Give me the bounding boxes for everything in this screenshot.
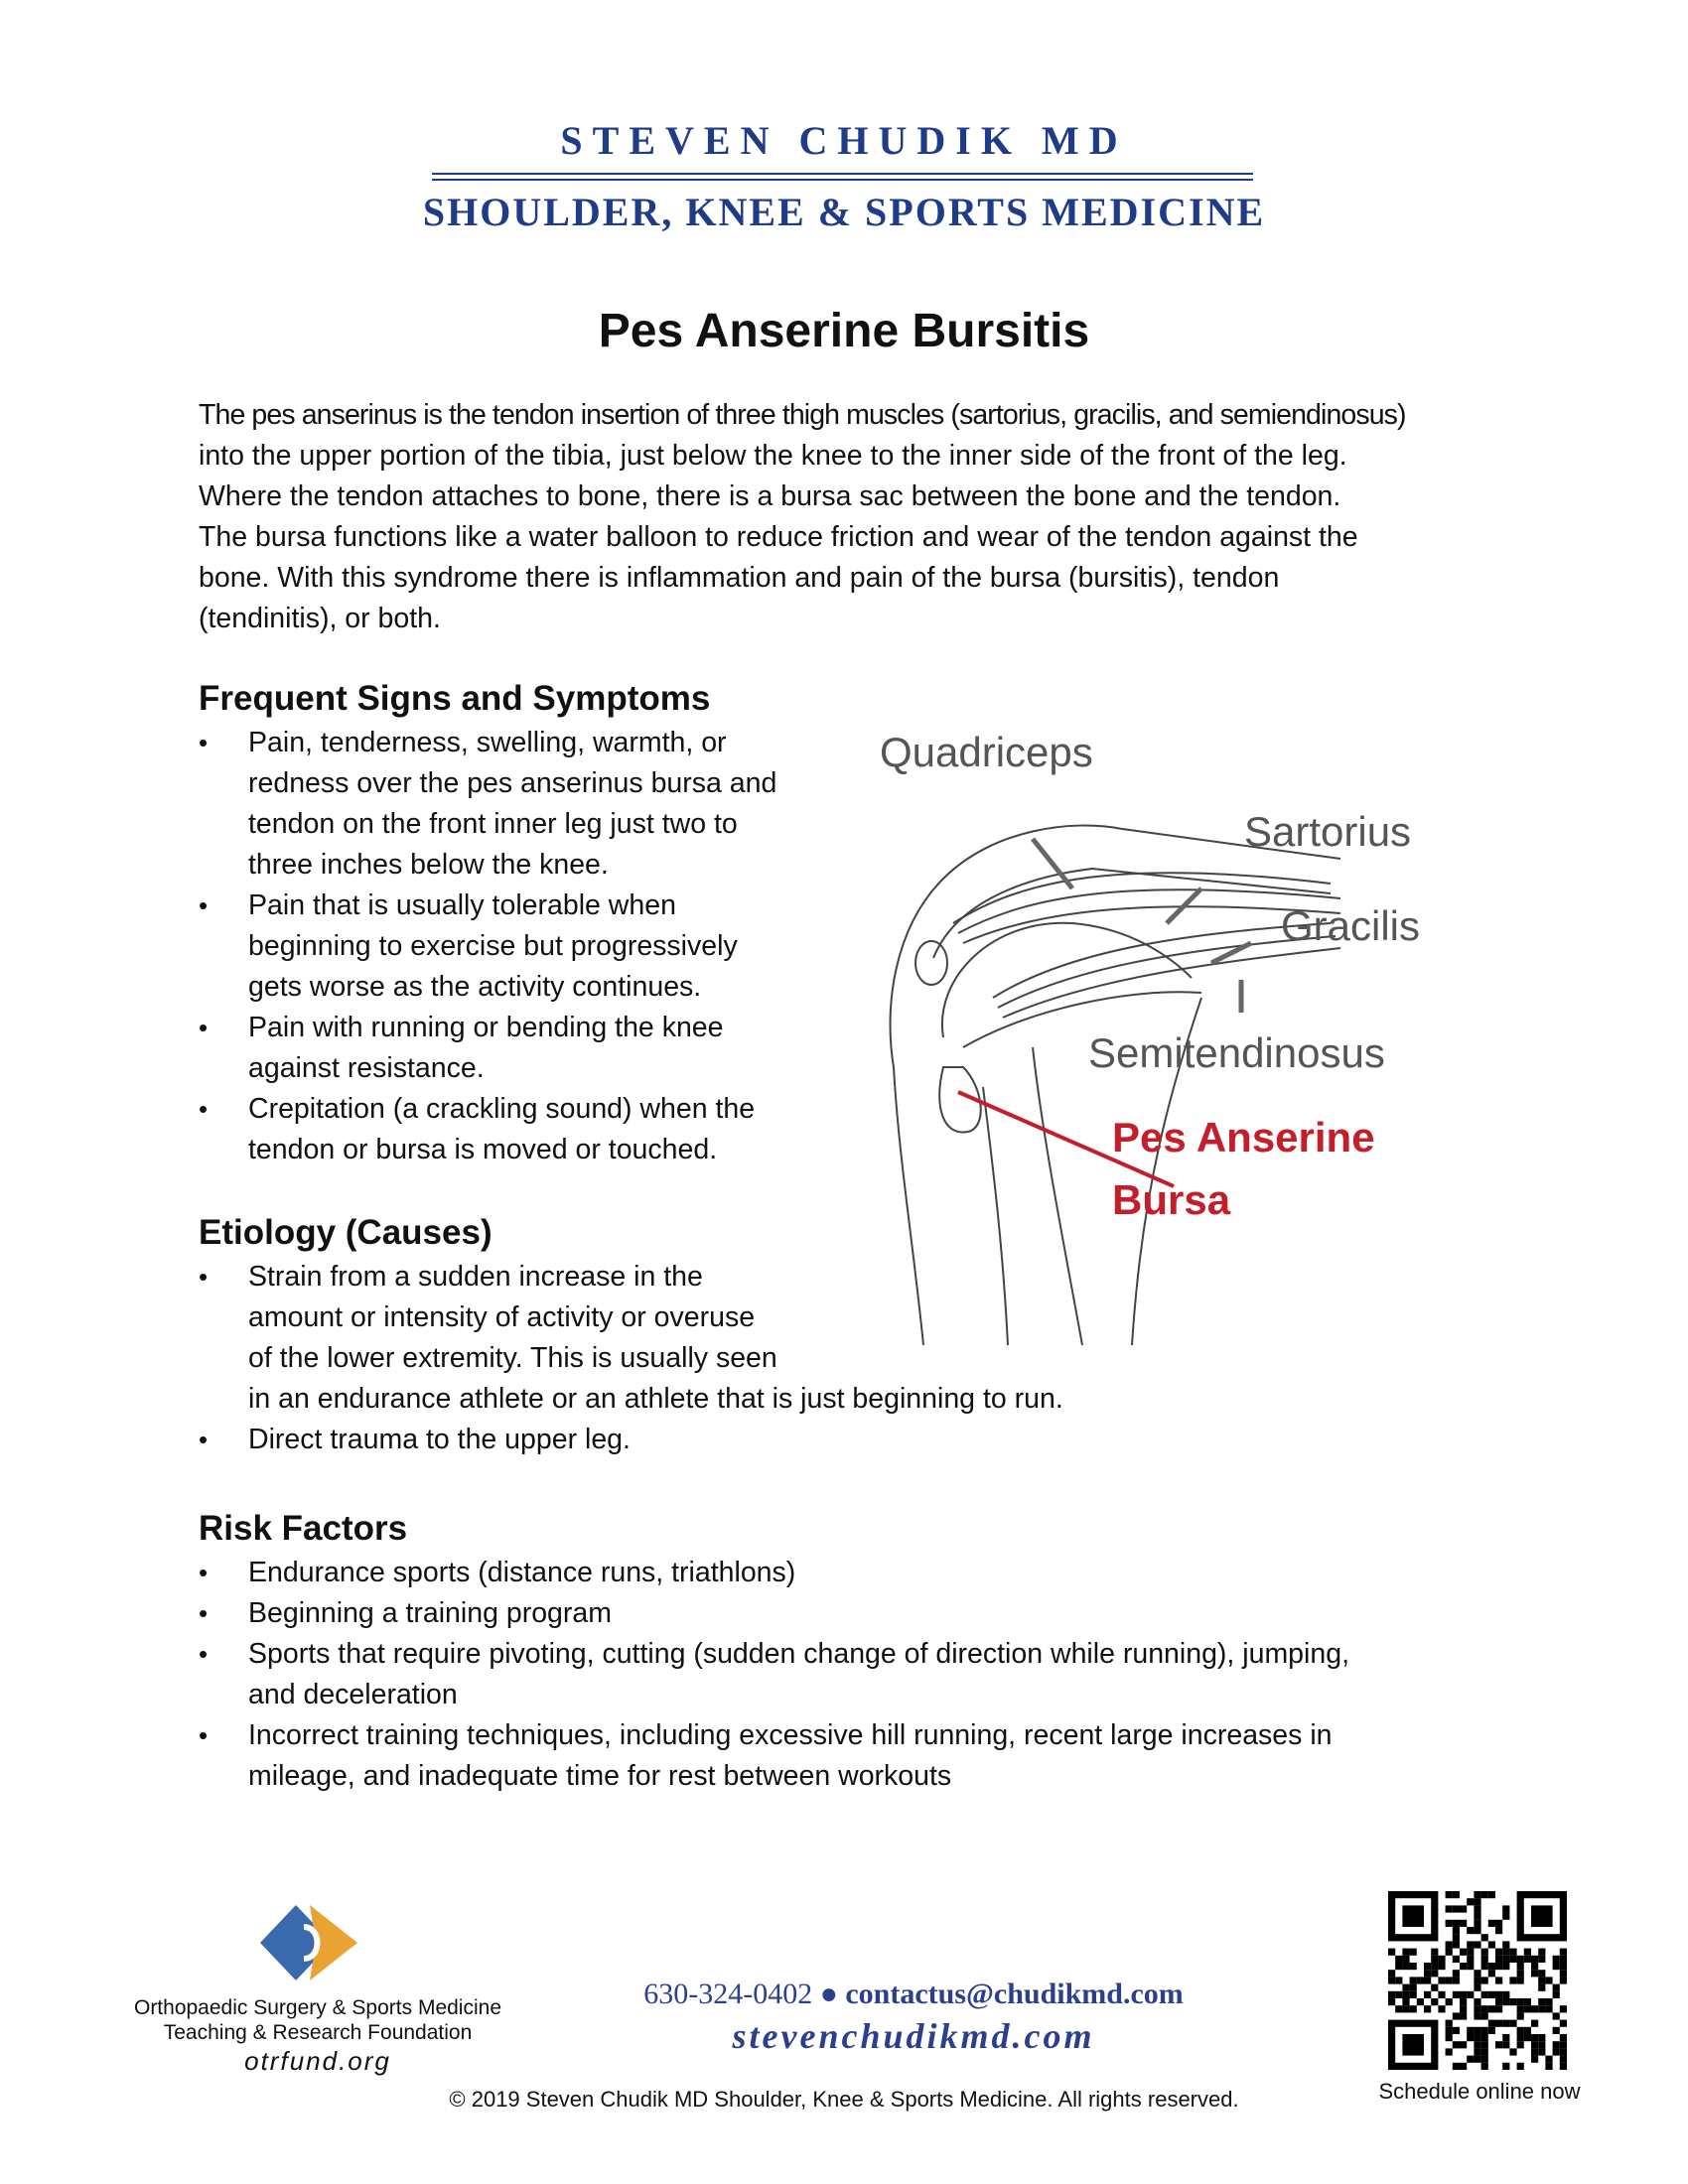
page-title: Pes Anserine Bursitis xyxy=(598,305,1090,357)
list-item: • Incorrect training techniques, including excessive hill running, recent large increases in mileage, and inadequate time for rest between workouts xyxy=(199,1715,1489,1797)
copyright: © 2019 Steven Chudik MD Shoulder, Knee & Sports Medicine. All rights reserved. xyxy=(449,2087,1239,2112)
gracilis-label: Gracilis xyxy=(1281,902,1421,949)
risk-list xyxy=(199,1553,1489,1797)
org-line1: Orthopaedic Surgery & Sports Medicine xyxy=(133,1996,501,2019)
semitendinosus-label: Semitendinosus xyxy=(1088,1029,1385,1076)
website-link[interactable]: stevenchudikmd.com xyxy=(732,2016,1095,2056)
header-rule-top xyxy=(432,173,1253,175)
intro-line: bone. With this syndrome there is inflammation and pain of the bursa (bursitis), tendon xyxy=(199,562,1280,594)
qr-code[interactable] xyxy=(1388,1891,1567,2070)
quadriceps-pointer xyxy=(1033,839,1072,888)
bursa-label-line1: Pes Anserine xyxy=(1112,1114,1375,1160)
intro-line: Where the tendon attaches to bone, there is a bursa sac between the bone and the tendon. xyxy=(199,480,1341,512)
list-item: • Sports that require pivoting, cutting (sudden change of direction while running), jumping, and deceleration xyxy=(199,1634,1489,1715)
list-item: • Strain from a sudden increase in the amount or intensity of activity or overuse of the lower extremity. This is usually seen in an endurance athlete or an athlete that is just beginning to run. xyxy=(199,1257,1291,1420)
org-name xyxy=(119,1995,516,2074)
brand-name: STEVEN CHUDIK MD xyxy=(560,118,1128,163)
email-link[interactable]: contactus@chudikmd.com xyxy=(845,1978,1184,2010)
sartorius-label: Sartorius xyxy=(1244,808,1412,855)
list-item: • Direct trauma to the upper leg. xyxy=(199,1420,1291,1460)
brand-tagline: SHOULDER, KNEE & SPORTS MEDICINE xyxy=(422,190,1266,234)
tibia-outline xyxy=(894,1067,923,1345)
intro-line: into the upper portion of the tibia, just below the knee to the inner side of the front of the leg. xyxy=(199,440,1347,472)
risk-heading: Risk Factors xyxy=(199,1509,408,1548)
schedule-caption: Schedule online now xyxy=(1378,2079,1581,2104)
intro-line: (tendinitis), or both. xyxy=(199,603,441,634)
knee-anatomy-figure xyxy=(874,710,1489,1345)
symptoms-heading: Frequent Signs and Symptoms xyxy=(199,679,711,718)
list-item: • Crepitation (a crackling sound) when the tendon or bursa is moved or touched. xyxy=(199,1089,894,1170)
quadriceps-label: Quadriceps xyxy=(880,729,1093,775)
contact-line xyxy=(556,1978,1271,2011)
org-website[interactable]: otrfund.org xyxy=(244,2046,391,2076)
separator-dot: ● xyxy=(819,1978,838,2010)
intro-line: The pes anserinus is the tendon insertion of three thigh muscles (sartorius, gracilis, and semiendinosus) xyxy=(199,399,1406,431)
intro-line: The bursa functions like a water balloon to reduce friction and wear of the tendon against the xyxy=(199,521,1358,553)
otrf-logo xyxy=(256,1901,361,1985)
list-item: • Pain that is usually tolerable when beginning to exercise but progressively gets worse as the activity continues. xyxy=(199,886,894,1008)
org-line2: Teaching & Research Foundation xyxy=(163,2021,473,2044)
etiology-heading: Etiology (Causes) xyxy=(199,1213,492,1252)
femur-inner xyxy=(933,869,1331,958)
header-rule-bottom xyxy=(432,179,1253,181)
bursa-label-line2: Bursa xyxy=(1112,1176,1231,1223)
list-item: • Pain with running or bending the knee against resistance. xyxy=(199,1008,894,1089)
list-item: • Beginning a training program xyxy=(199,1593,1489,1634)
list-item: • Endurance sports (distance runs, triathlons) xyxy=(199,1553,1489,1593)
phone-number[interactable]: 630-324-0402 xyxy=(643,1978,813,2010)
list-item: • Pain, tenderness, swelling, warmth, or redness over the pes anserinus bursa and tendon on the front inner leg just two to three inches below the knee. xyxy=(199,723,894,886)
intro-paragraph xyxy=(199,395,1489,639)
patella xyxy=(915,941,947,985)
symptoms-list xyxy=(199,723,894,1170)
